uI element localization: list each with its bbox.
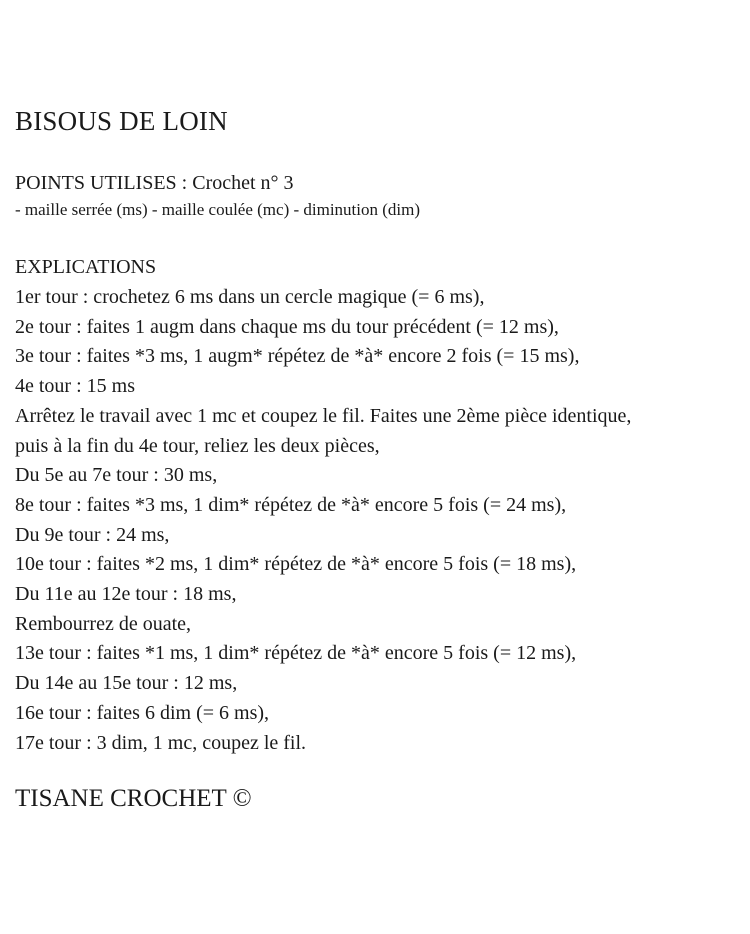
instruction-line: 2e tour : faites 1 augm dans chaque ms du tour précédent (= 12 ms),: [15, 315, 559, 338]
instruction-line: 3e tour : faites *3 ms, 1 augm* répétez de *à* encore 2 fois (= 15 ms),: [15, 345, 580, 368]
instruction-line: 4e tour : 15 ms: [15, 375, 135, 398]
points-heading: POINTS UTILISES : Crochet n° 3: [15, 172, 294, 194]
instruction-line: Du 5e au 7e tour : 30 ms,: [15, 464, 218, 487]
stitch-list: - maille serrée (ms) - maille coulée (mc) - diminution (dim): [15, 200, 421, 219]
instruction-line: Arrêtez le travail avec 1 mc et coupez le fil. Faites une 2ème pièce identique,: [15, 404, 632, 427]
instruction-line: 1er tour : crochetez 6 ms dans un cercle magique (= 6 ms),: [15, 286, 485, 308]
instruction-line: Rembourrez de ouate,: [15, 612, 192, 635]
pattern-title: BISOUS DE LOIN: [15, 106, 228, 136]
instruction-line: 17e tour : 3 dim, 1 mc, coupez le fil.: [15, 731, 307, 754]
instruction-list: [15, 283, 631, 758]
pattern-page: [15, 0, 745, 934]
signature: TISANE CROCHET ©: [15, 785, 252, 812]
instruction-line: 8e tour : faites *3 ms, 1 dim* répétez de *à* encore 5 fois (= 24 ms),: [15, 493, 567, 516]
instruction-line: puis à la fin du 4e tour, reliez les deux pièces,: [15, 434, 380, 457]
instruction-line: 13e tour : faites *1 ms, 1 dim* répétez de *à* encore 5 fois (= 12 ms),: [15, 642, 577, 665]
instruction-line: Du 9e tour : 24 ms,: [15, 523, 170, 546]
explications-heading: EXPLICATIONS: [15, 256, 157, 278]
instruction-line: 10e tour : faites *2 ms, 1 dim* répétez de *à* encore 5 fois (= 18 ms),: [15, 553, 577, 576]
instruction-line: Du 11e au 12e tour : 18 ms,: [15, 583, 237, 606]
instruction-line: Du 14e au 15e tour : 12 ms,: [15, 672, 238, 695]
instruction-line: 16e tour : faites 6 dim (= 6 ms),: [15, 701, 270, 724]
